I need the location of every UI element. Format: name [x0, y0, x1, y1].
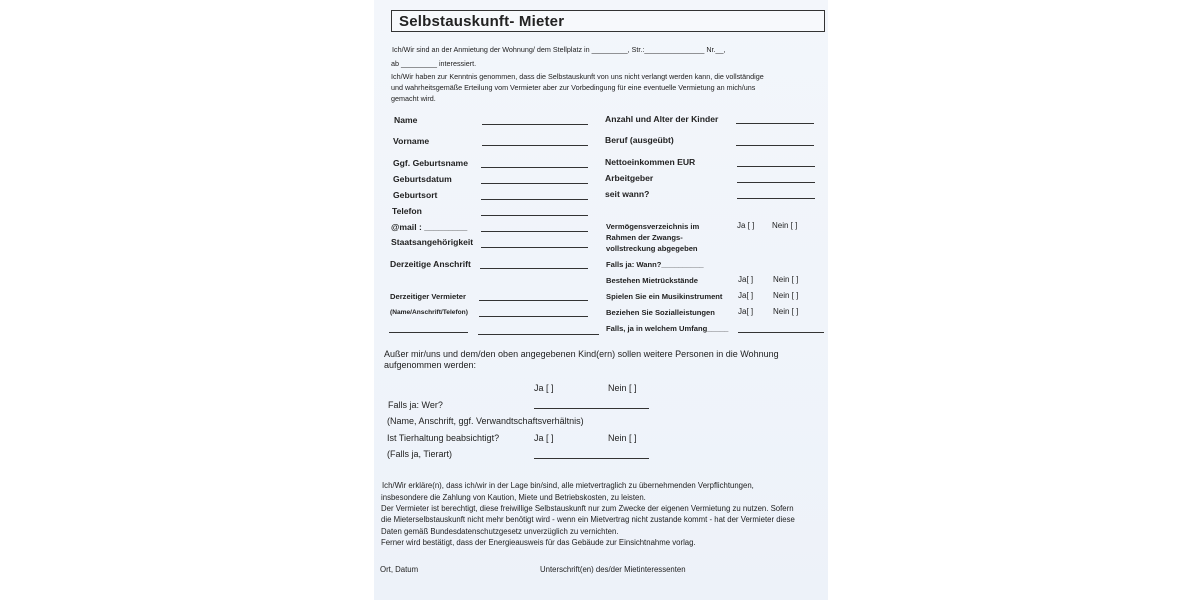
wer-field[interactable] — [534, 408, 649, 409]
vorname-label: Vorname — [393, 136, 430, 146]
declaration-line-3: Der Vermieter ist berechtigt, diese freiwillige Selbstauskunft nur zum Zwecke der eigenen Vermietung zu nutzen. Sofern — [381, 504, 794, 513]
intro-line-5: gemacht wird. — [391, 94, 436, 103]
falls-wann-label: Falls ja: Wann?__________ — [606, 260, 704, 269]
wer-sub-label: (Name, Anschrift, ggf. Verwandtschaftsverhältnis) — [387, 416, 584, 426]
intro-line-2: ab _________ interessiert. — [391, 59, 477, 68]
persons-question-2: aufgenommen werden: — [384, 360, 477, 370]
verm-label-1: Vermögensverzeichnis im — [606, 222, 700, 231]
persons-nein-checkbox[interactable]: Nein [ ] — [608, 383, 637, 393]
persons-question-1: Außer mir/uns und dem/den oben angegebenen Kind(ern) sollen weitere Personen in die Wohnung — [384, 349, 779, 359]
tier-label: Ist Tierhaltung beabsichtigt? — [387, 433, 500, 443]
netto-field[interactable] — [737, 166, 815, 167]
netto-label: Nettoeinkommen EUR — [605, 157, 696, 167]
sozial-label: Beziehen Sie Sozialleistungen — [606, 308, 715, 317]
anschrift-label: Derzeitige Anschrift — [390, 259, 471, 269]
vermieter-field-2[interactable] — [479, 316, 588, 317]
geburtsdatum-label: Geburtsdatum — [393, 174, 452, 184]
unterschrift-label: Unterschrift(en) des/der Mietinteressenten — [540, 565, 686, 574]
mietrueck-ja-checkbox[interactable]: Ja[ ] — [738, 275, 754, 284]
musik-label: Spielen Sie ein Musikinstrument — [606, 292, 723, 301]
tier-ja-checkbox[interactable]: Ja [ ] — [534, 433, 554, 443]
mietrueck-label: Bestehen Mietrückstände — [606, 276, 698, 285]
title-box — [391, 10, 825, 32]
geburtsname-label: Ggf. Geburtsname — [393, 158, 468, 168]
staatsangehoerigkeit-label: Staatsangehörigkeit — [391, 237, 474, 247]
intro-line-4: und wahrheitsgemäße Erteilung vom Vermieter aber zur Vorbedingung für eine eventuelle Vermietung an mich/uns — [391, 83, 756, 92]
sozial-ja-checkbox[interactable]: Ja[ ] — [738, 307, 754, 316]
vermieter-field[interactable] — [479, 300, 588, 301]
page-title: Selbstauskunft- Mieter — [399, 13, 565, 30]
telefon-label: Telefon — [392, 206, 422, 216]
tier-nein-checkbox[interactable]: Nein [ ] — [608, 433, 637, 443]
name-label: Name — [394, 115, 418, 125]
arbeitgeber-label: Arbeitgeber — [605, 173, 654, 183]
declaration-line-1: Ich/Wir erkläre(n), dass ich/wir in der Lage bin/sind, alle mietvertraglich zu übernehmenden Verpflichtungen, — [382, 481, 754, 490]
verm-label-2: Rahmen der Zwangs- — [606, 233, 683, 242]
telefon-field[interactable] — [481, 215, 588, 216]
vermieter-field-4[interactable] — [478, 334, 599, 335]
intro-line-3: Ich/Wir haben zur Kenntnis genommen, dass die Selbstauskunft von uns nicht verlangt werden kann, die vollständige — [391, 72, 764, 81]
declaration-line-6: Ferner wird bestätigt, dass der Energieausweis für das Gebäude zur Einsichtnahme vorlag. — [381, 538, 696, 547]
persons-ja-checkbox[interactable]: Ja [ ] — [534, 383, 554, 393]
ort-datum-label: Ort, Datum — [380, 565, 419, 574]
tierart-label: (Falls ja, Tierart) — [387, 449, 453, 459]
declaration-line-2: insbesondere die Zahlung von Kaution, Miete und Betriebskosten, zu leisten. — [381, 493, 646, 502]
geburtsname-field[interactable] — [481, 167, 588, 168]
seit-field[interactable] — [737, 198, 815, 199]
vermieter-field-3[interactable] — [389, 332, 468, 333]
intro-line-1: Ich/Wir sind an der Anmietung der Wohnung/ dem Stellplatz in _________, Str.:_______________ Nr.__, — [392, 45, 726, 54]
vermieter-label: Derzeitiger Vermieter — [390, 292, 466, 301]
beruf-field[interactable] — [736, 145, 814, 146]
seit-label: seit wann? — [605, 189, 650, 199]
wer-label: Falls ja: Wer? — [388, 400, 443, 410]
geburtsort-field[interactable] — [481, 199, 588, 200]
umfang-field[interactable] — [738, 332, 824, 333]
vermieter-sub-label: (Name/Anschrift/Telefon) — [390, 309, 468, 316]
name-field[interactable] — [482, 124, 588, 125]
arbeitgeber-field[interactable] — [737, 182, 815, 183]
email-label: @mail : _________ — [391, 222, 468, 232]
vorname-field[interactable] — [482, 145, 588, 146]
geburtsort-label: Geburtsort — [393, 190, 438, 200]
email-field[interactable] — [481, 231, 588, 232]
tierart-field[interactable] — [534, 458, 649, 459]
verm-ja-checkbox[interactable]: Ja [ ] — [737, 221, 755, 230]
declaration-line-4: die Mieterselbstauskunft nicht mehr benötigt wird - wenn ein Mietvertrag nicht zustande kommt - hat der Vermieter diese — [381, 515, 795, 524]
declaration-line-5: Daten gemäß Bundesdatenschutzgesetz unverzüglich zu vernichten. — [381, 527, 619, 536]
kinder-field[interactable] — [736, 123, 814, 124]
musik-ja-checkbox[interactable]: Ja[ ] — [738, 291, 754, 300]
beruf-label: Beruf (ausgeübt) — [605, 135, 674, 145]
kinder-label: Anzahl und Alter der Kinder — [605, 114, 719, 124]
sozial-nein-checkbox[interactable]: Nein [ ] — [773, 307, 799, 316]
umfang-label: Falls, ja in welchem Umfang_____ — [606, 324, 729, 333]
musik-nein-checkbox[interactable]: Nein [ ] — [773, 291, 799, 300]
geburtsdatum-field[interactable] — [481, 183, 588, 184]
verm-nein-checkbox[interactable]: Nein [ ] — [772, 221, 798, 230]
staatsangehoerigkeit-field[interactable] — [481, 247, 588, 248]
anschrift-field[interactable] — [480, 268, 588, 269]
verm-label-3: vollstreckung abgegeben — [606, 244, 698, 253]
mietrueck-nein-checkbox[interactable]: Nein [ ] — [773, 275, 799, 284]
